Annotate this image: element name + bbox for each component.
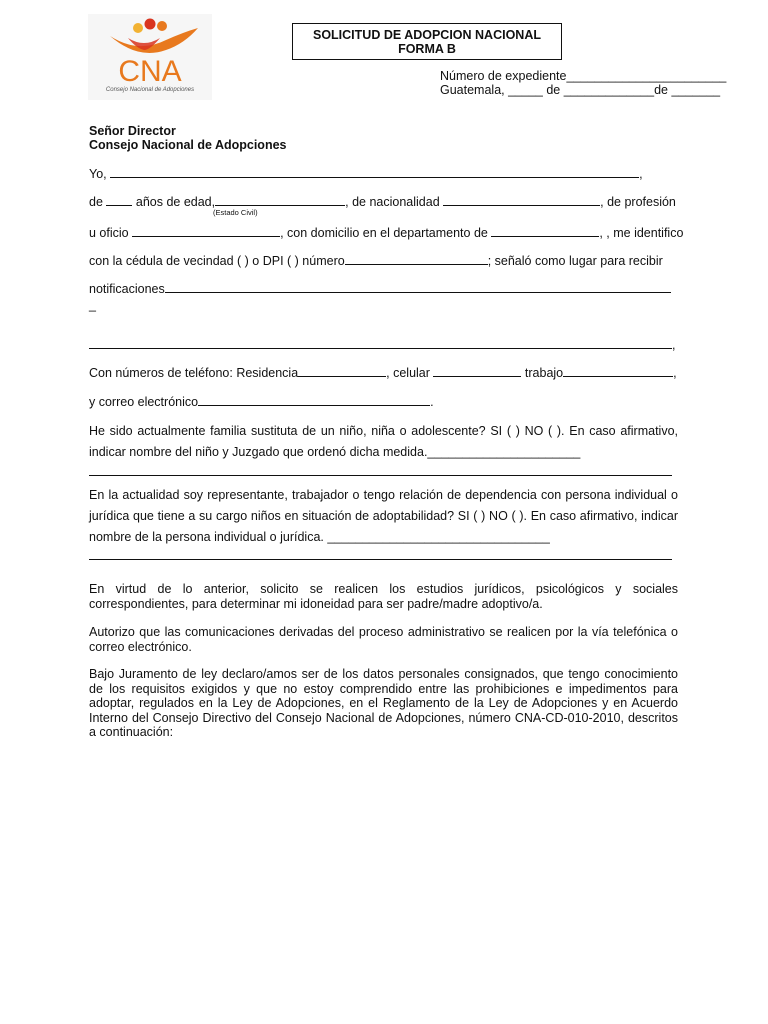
identifico-label: , , me identifico [599,226,684,240]
nombre-blank[interactable] [110,167,639,178]
yo-end: , [639,167,643,181]
edad-blank[interactable] [106,195,132,206]
form-subtitle: FORMA B [398,42,456,56]
fecha-field[interactable]: Guatemala, _____ de _____________de _______ [440,83,721,97]
anos-label: años de edad, [135,195,216,209]
notificaciones-label: notificaciones [89,282,165,296]
paragraph-familia-sustituta: He sido actualmente familia sustituta de un niño, niña o adolescente? SI ( ) NO ( ). En caso afirmativo, indicar nombre del niño y Juzgado que ordenó dicha medida.______________________ [89,424,678,459]
form-line-notificaciones [89,282,671,296]
nacionalidad-label: , de nacionalidad [345,195,440,209]
cedula-label: con la cédula de vecindad ( ) o DPI ( ) número [89,254,345,268]
form-title-box [292,23,562,60]
form-line-oficio [89,226,683,240]
form-line-telefono [89,366,677,380]
estado-civil-blank[interactable] [215,195,345,206]
form-line-correo [89,395,434,409]
direccion-end: , [672,338,676,352]
celular-blank[interactable] [433,366,521,377]
correo-end: . [430,395,434,409]
residencia-blank[interactable] [298,366,386,377]
departamento-blank[interactable] [491,226,599,237]
estado-civil-caption: (Estado Civil) [213,208,258,217]
notificaciones-blank[interactable] [165,282,671,293]
telefono-end: , [673,366,677,380]
form-line-yo [89,167,643,181]
expediente-field[interactable]: Número de expediente_______________________ [440,69,727,83]
trabajo-label: trabajo [524,366,564,380]
form-line-cedula [89,254,663,268]
figure-head-red [145,19,156,30]
paragraph-juramento: Bajo Juramento de ley declaro/amos ser de los datos personales consignados, que tengo conocimiento de los requisitos exigidos y que no estoy comprendido entre las prohibiciones e impedimentos para adoptar, regulados en la Ley de Adopciones, en el Reglamento de la Ley de Adopciones y en Acuerdo Interno del Consejo Directivo del Consejo Nacional de Adopciones, número CNA-CD-010-2010, descritos a continuación: [89,667,678,739]
senalo-label: ; señaló como lugar para recibir [487,254,663,268]
form-line-direccion [89,338,675,352]
trabajo-blank[interactable] [563,366,673,377]
paragraph-solicitud: En virtud de lo anterior, solicito se realicen los estudios jurídicos, psicológicos y sociales correspondientes, para determinar mi idoneidad para ser padre/madre adoptivo/a. [89,582,678,611]
yo-label: Yo, [89,167,107,181]
addressee [89,124,287,152]
cna-logo-graphic [88,14,212,100]
blank-line-2[interactable] [89,559,672,560]
paragraph-autorizo: Autorizo que las comunicaciones derivadas del proceso administrativo se realicen por la vía telefónica o correo electrónico. [89,625,678,654]
blank-line-1[interactable] [89,475,672,476]
direccion-blank[interactable] [89,338,672,349]
dpi-blank[interactable] [345,254,488,265]
correo-blank[interactable] [198,395,430,406]
header-meta [440,69,726,97]
profesion-label: , de profesión [600,195,676,209]
figure-head-orange [157,21,167,31]
notificaciones-dash: _ [89,298,96,312]
de-label: de [89,195,103,209]
nacionalidad-blank[interactable] [443,195,600,206]
figure-head-yellow [133,23,143,33]
cna-logo [88,14,212,100]
logo-caption: Consejo Nacional de Adopciones [105,87,195,93]
form-line-edad [89,195,676,209]
oficio-blank[interactable] [132,226,280,237]
domicilio-label: , con domicilio en el departamento de [280,226,488,240]
telefono-label: Con números de teléfono: Residencia [89,366,299,380]
form-title: SOLICITUD DE ADOPCION NACIONAL [312,28,541,42]
celular-label: , celular [386,366,430,380]
paragraph-representante: En la actualidad soy representante, trabajador o tengo relación de dependencia con persona individual o jurídica que tiene a su cargo niños en situación de adoptabilidad? SI ( ) NO ( ). En caso afirmativo, indicar nombre de la persona individual o jurídica. ________________________________ [89,488,678,544]
oficio-label: u oficio [89,226,129,240]
addressee-line1: Señor Director [89,124,176,138]
addressee-line2: Consejo Nacional de Adopciones [89,138,287,152]
correo-label: y correo electrónico [89,395,199,409]
logo-letters: CNA [118,55,182,88]
